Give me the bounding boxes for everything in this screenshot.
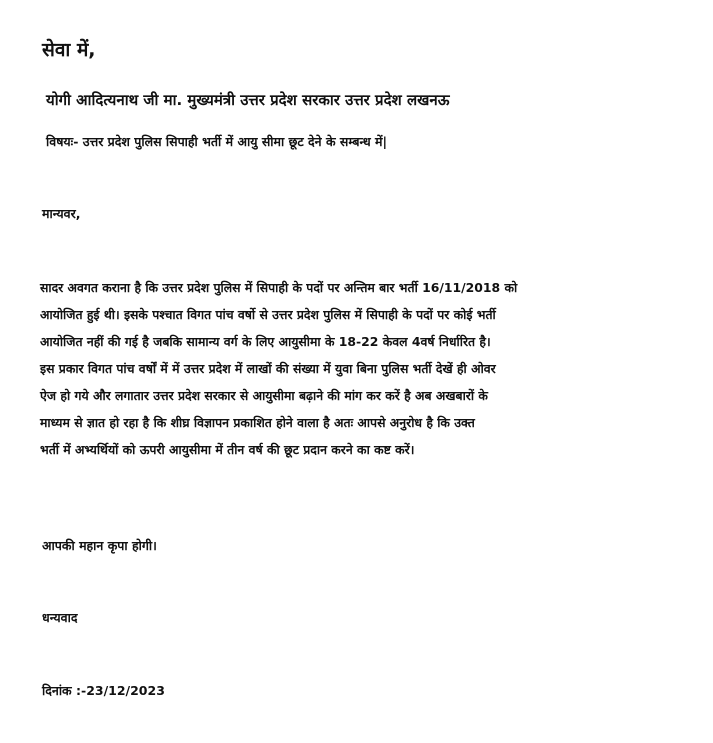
subject-line: विषयः- उत्तर प्रदेश पुलिस सिपाही भर्ती में आयु सीमा छूट देने के सम्बन्ध में| [46, 134, 388, 149]
body-paragraph [40, 274, 700, 463]
greeting: मान्यवर, [42, 206, 81, 221]
body-line: इस प्रकार विगत पांच वर्षों में में उत्तर प्रदेश में लाखों की संख्या में युवा बिना पुलिस भर्ती देखें ही ओवर [40, 361, 496, 376]
body-line: ऐज हो गये और लगातार उत्तर प्रदेश सरकार से आयुसीमा बढ़ाने की मांग कर करें है अब अखबारों के [40, 388, 488, 403]
body-line: आयोजित नहीं की गई है जबकि सामान्य वर्ग के लिए आयुसीमा के 18-22 केवल 4वर्ष निर्धारित है। [40, 334, 491, 349]
salutation-to: सेवा में, [42, 39, 96, 61]
closing-line: आपकी महान कृपा होगी। [42, 538, 157, 553]
body-line: माध्यम से ज्ञात हो रहा है कि शीघ्र विज्ञापन प्रकाशित होने वाला है अतः आपसे अनुरोध है कि उक्त [40, 415, 475, 430]
date-line: दिनांक :-23/12/2023 [42, 683, 165, 698]
body-line: सादर अवगत कराना है कि उत्तर प्रदेश पुलिस में सिपाही के पदों पर अन्तिम बार भर्ती 16/11/2018 को [40, 280, 518, 295]
body-line: भर्ती में अभ्यर्थियों को ऊपरी आयुसीमा में तीन वर्ष की छूट प्रदान करने का कष्ट करें। [40, 442, 415, 457]
recipient-line: योगी आदित्यनाथ जी मा. मुख्यमंत्री उत्तर प्रदेश सरकार उत्तर प्रदेश लखनऊ [46, 91, 450, 109]
thanks-line: धन्यवाद [42, 610, 78, 625]
body-line: आयोजित हुई थी। इसके पश्चात विगत पांच वर्षो से उत्तर प्रदेश पुलिस में सिपाही के पदों पर कोई भर्ती [40, 307, 496, 322]
